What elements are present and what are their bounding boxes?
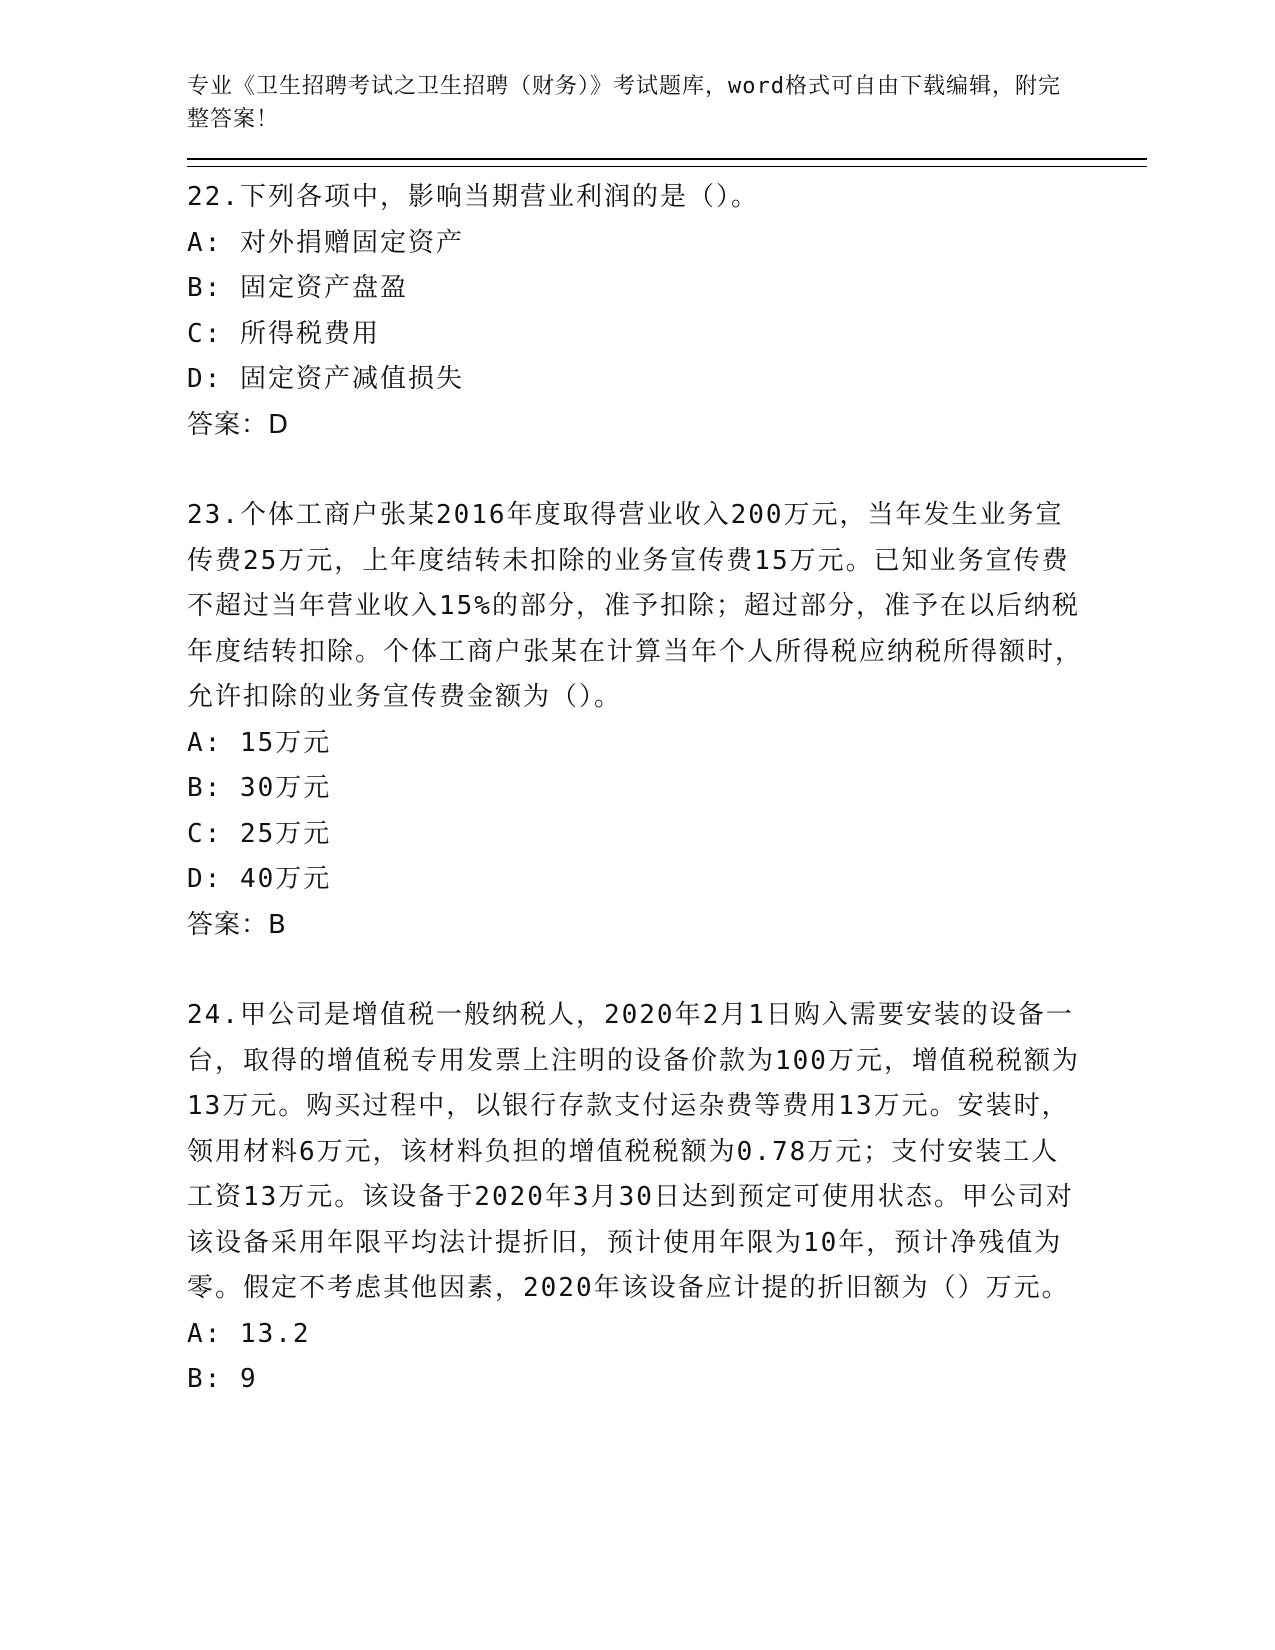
document-page [187, 70, 1147, 1403]
question-stem: 24.甲公司是增值税一般纳税人，2020年2月1日购入需要安装的设备一台，取得的增值税专用发票上注明的设备价款为100万元，增值税税额为13万元。购买过程中，以银行存款支付运杂费等费用13万元。安装时，领用材料6万元，该材料负担的增值税税额为0.78万元；支付安装工人工资13万元。该设备于2020年3月30日达到预定可使用状态。甲公司对该设备采用年限平均法计提折旧，预计使用年限为10年，预计净残值为零。假定不考虑其他因素，2020年该设备应计提的折旧额为（）万元。 [187, 1000, 1080, 1303]
option-a: A: 对外捐赠固定资产 [187, 227, 464, 258]
option-d: D: 40万元 [187, 864, 332, 894]
answer-label: 答案：D [187, 409, 290, 440]
question-stem: 23.个体工商户张某2016年度取得营业收入200万元，当年发生业务宣传费25万元，上年度结转未扣除的业务宣传费15万元。已知业务宣传费不超过当年营业收入15%的部分，准予扣除；超过部分，准予在以后纳税年度结转扣除。个体工商户张某在计算当年个人所得税应纳税所得额时，允许扣除的业务宣传费金额为（）。 [187, 500, 1084, 712]
document-header: 专业《卫生招聘考试之卫生招聘（财务）》考试题库，word格式可自由下载编辑，附完整答案！ [187, 74, 1061, 132]
question-spacer [187, 948, 1147, 993]
question-23 [187, 493, 1147, 948]
question-list [187, 175, 1147, 1403]
option-b: B: 9 [187, 1364, 258, 1394]
option-b: B: 30万元 [187, 773, 332, 803]
option-a: A: 13.2 [187, 1318, 311, 1349]
option-a: A: 15万元 [187, 727, 332, 758]
question-spacer [187, 448, 1147, 493]
option-c: C: 25万元 [187, 818, 332, 849]
option-d: D: 固定资产减值损失 [187, 364, 464, 394]
question-22 [187, 175, 1147, 448]
question-24 [187, 993, 1147, 1403]
option-c: C: 所得税费用 [187, 318, 380, 349]
question-stem: 22.下列各项中，影响当期营业利润的是（）。 [187, 182, 759, 212]
option-b: B: 固定资产盘盈 [187, 273, 408, 303]
header-divider [187, 158, 1147, 167]
answer-label: 答案：B [187, 909, 287, 940]
